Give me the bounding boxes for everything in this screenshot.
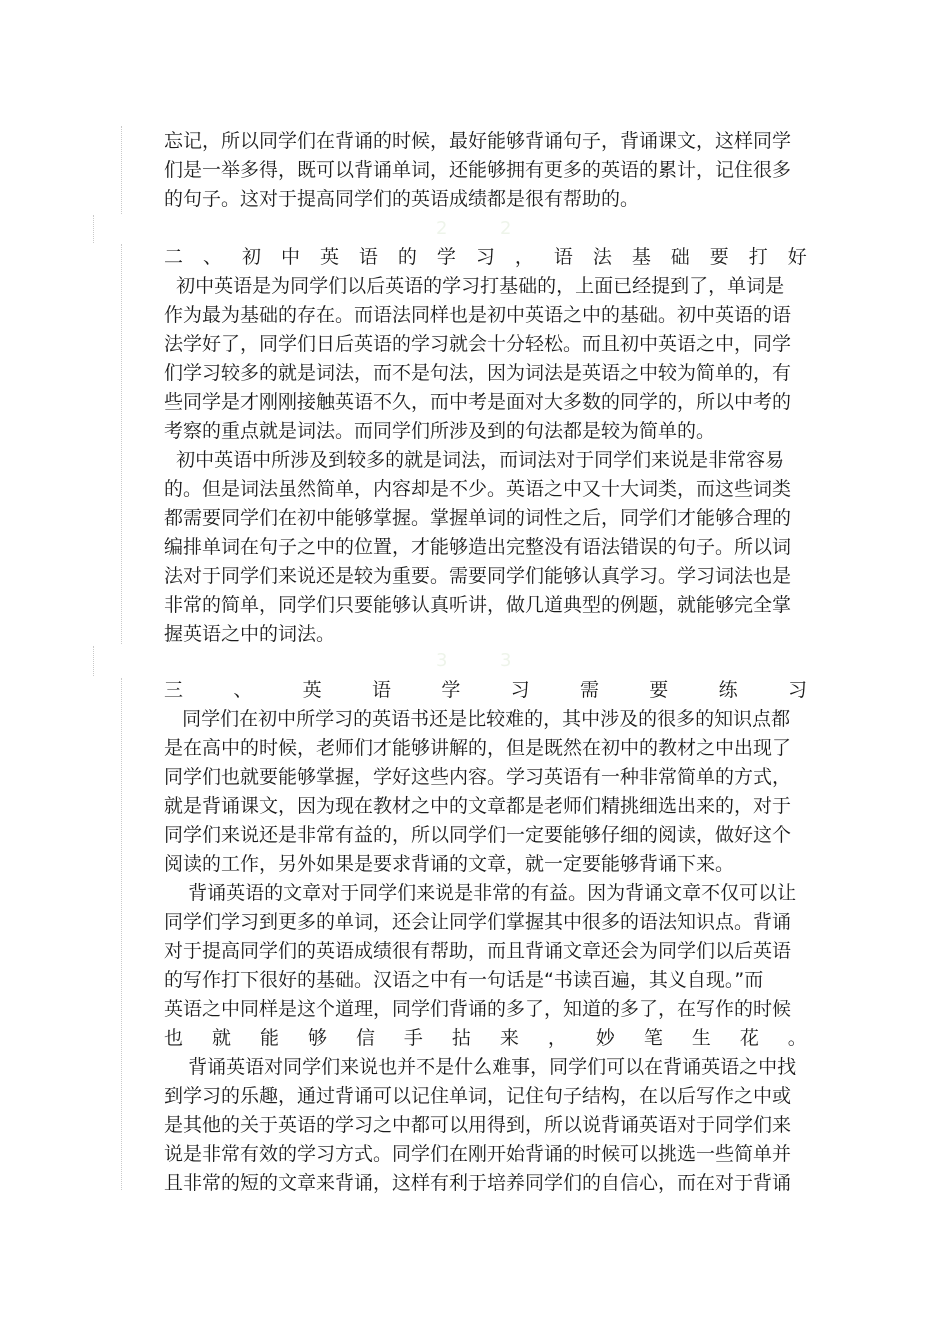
heading-char: 习 xyxy=(510,679,530,701)
heading-char: 语 xyxy=(553,246,573,268)
heading-char: 初 xyxy=(241,246,261,268)
text-line: 的写作打下很好的基础。汉语之中有一句话是“书读百遍，其义自现。”而 xyxy=(164,969,764,991)
heading-char: 、 xyxy=(233,679,253,701)
heading-char: 能 xyxy=(259,1027,279,1049)
text-line: 就是背诵课文，因为现在教材之中的文章都是老师们精挑细选出来的，对于 xyxy=(164,795,792,817)
text-line: 对于提高同学们的英语成绩很有帮助，而且背诵文章还会为同学们以后英语 xyxy=(164,940,792,962)
heading-char: 法 xyxy=(592,246,612,268)
heading-char: 生 xyxy=(691,1027,711,1049)
text-line: 忘记，所以同学们在背诵的时候，最好能够背诵句子，背诵课文，这样同学 xyxy=(164,130,792,152)
text-line: 是其他的关于英语的学习之中都可以用得到，所以说背诵英语对于同学们来 xyxy=(164,1114,792,1136)
heading-char: 练 xyxy=(718,679,738,701)
heading-char: ， xyxy=(514,246,534,268)
heading-char: 笔 xyxy=(643,1027,663,1049)
margin-marker xyxy=(121,678,122,1190)
text-line: 同学们来说还是非常有益的，所以同学们一定要能够仔细的阅读，做好这个 xyxy=(164,824,792,846)
heading-char: ， xyxy=(547,1027,567,1049)
text-line: 都需要同学们在初中能够掌握。掌握单词的词性之后，同学们才能够合理的 xyxy=(164,507,792,529)
margin-marker xyxy=(93,646,94,676)
text-line: 些同学是才刚刚接触英语不久，而中考是面对大多数的同学的，所以中考的 xyxy=(164,391,792,413)
heading-char: 也 xyxy=(164,1027,184,1049)
heading-char: 。 xyxy=(787,1027,807,1049)
section-body-3 xyxy=(164,705,807,1198)
justified-line xyxy=(164,1024,807,1053)
heading-char: 基 xyxy=(631,246,651,268)
ghost-number: 2 xyxy=(500,218,512,239)
text-line: 的。但是词法虽然简单，内容却是不少。英语之中又十大词类，而这些词类 xyxy=(164,478,792,500)
text-line: 英语之中同样是这个道理，同学们背诵的多了，知道的多了，在写作的时候 xyxy=(164,998,792,1020)
ghost-number: 3 xyxy=(436,650,448,671)
heading-char: 需 xyxy=(579,679,599,701)
text-line: 阅读的工作，另外如果是要求背诵的文章，就一定要能够背诵下来。 xyxy=(164,853,735,875)
text-line: 非常的简单，同学们只要能够认真听讲，做几道典型的例题，就能够完全掌 xyxy=(164,594,792,616)
text-line: 初中英语中所涉及到较多的就是词法，而词法对于同学们来说是非常容易 xyxy=(164,449,785,471)
text-line: 们是一举多得，既可以背诵单词，还能够拥有更多的英语的累计，记住很多 xyxy=(164,159,792,181)
heading-char: 的 xyxy=(397,246,417,268)
text-line: 考察的重点就是词法。而同学们所涉及到的句法都是较为简单的。 xyxy=(164,420,716,442)
text-line: 初中英语是为同学们以后英语的学习打基础的，上面已经提到了，单词是 xyxy=(164,275,785,297)
ghost-number: 2 xyxy=(436,218,448,239)
text-line: 同学们学习到更多的单词，还会让同学们掌握其中很多的语法知识点。背诵 xyxy=(164,911,792,933)
section-body-2 xyxy=(164,272,807,649)
heading-char: 花 xyxy=(739,1027,759,1049)
paragraph-continuation xyxy=(164,127,807,214)
text-line: 是在高中的时候，老师们才能够讲解的，但是既然在初中的教材之中出现了 xyxy=(164,737,792,759)
text-line: 握英语之中的词法。 xyxy=(164,623,336,645)
text-line: 同学们在初中所学习的英语书还是比较难的，其中涉及的很多的知识点都 xyxy=(164,708,791,730)
heading-char: 中 xyxy=(280,246,300,268)
heading-char: 英 xyxy=(302,679,322,701)
heading-char: 要 xyxy=(709,246,729,268)
heading-char: 学 xyxy=(441,679,461,701)
text-line: 们学习较多的就是词法，而不是句法，因为词法是英语之中较为简单的，有 xyxy=(164,362,792,384)
text-line: 编排单词在句子之中的位置，才能够造出完整没有语法错误的句子。所以词 xyxy=(164,536,792,558)
heading-char: 信 xyxy=(355,1027,375,1049)
heading-char: 学 xyxy=(436,246,456,268)
heading-char: 语 xyxy=(358,246,378,268)
heading-char: 语 xyxy=(371,679,391,701)
text-line: 法对于同学们来说还是较为重要。需要同学们能够认真学习。学习词法也是 xyxy=(164,565,792,587)
margin-marker xyxy=(121,126,122,214)
heading-char: 拈 xyxy=(451,1027,471,1049)
heading-char: 要 xyxy=(649,679,669,701)
section-heading-2 xyxy=(164,243,807,272)
heading-char: 习 xyxy=(787,679,807,701)
heading-char: 手 xyxy=(403,1027,423,1049)
heading-char: 妙 xyxy=(595,1027,615,1049)
heading-char: 二 xyxy=(164,246,184,268)
heading-char: 英 xyxy=(319,246,339,268)
margin-marker xyxy=(93,215,94,243)
ghost-number: 3 xyxy=(500,650,512,671)
heading-char: 三 xyxy=(164,679,184,701)
heading-char: 就 xyxy=(211,1027,231,1049)
text-line: 背诵英语对同学们来说也并不是什么难事，同学们可以在背诵英语之中找 xyxy=(164,1056,797,1078)
text-line: 同学们也就要能够掌握，学好这些内容。学习英语有一种非常简单的方式， xyxy=(164,766,792,788)
text-line: 且非常的短的文章来背诵，这样有利于培养同学们的自信心，而在对于背诵 xyxy=(164,1172,792,1194)
heading-char: 够 xyxy=(307,1027,327,1049)
heading-char: 打 xyxy=(748,246,768,268)
heading-char: 、 xyxy=(202,246,222,268)
text-line: 到学习的乐趣，通过背诵可以记住单词，记住句子结构，在以后写作之中或 xyxy=(164,1085,792,1107)
text-line: 的句子。这对于提高同学们的英语成绩都是很有帮助的。 xyxy=(164,188,640,210)
text-line: 作为最为基础的存在。而语法同样也是初中英语之中的基础。初中英语的语 xyxy=(164,304,792,326)
text-line: 背诵英语的文章对于同学们来说是非常的有益。因为背诵文章不仅可以让 xyxy=(164,882,797,904)
text-line: 法学好了，同学们日后英语的学习就会十分轻松。而且初中英语之中，同学 xyxy=(164,333,792,355)
text-line: 说是非常有效的学习方式。同学们在刚开始背诵的时候可以挑选一些简单并 xyxy=(164,1143,792,1165)
heading-char: 好 xyxy=(787,246,807,268)
section-heading-3 xyxy=(164,676,807,705)
heading-char: 础 xyxy=(670,246,690,268)
heading-char: 习 xyxy=(475,246,495,268)
heading-char: 来 xyxy=(499,1027,519,1049)
margin-marker xyxy=(121,244,122,644)
